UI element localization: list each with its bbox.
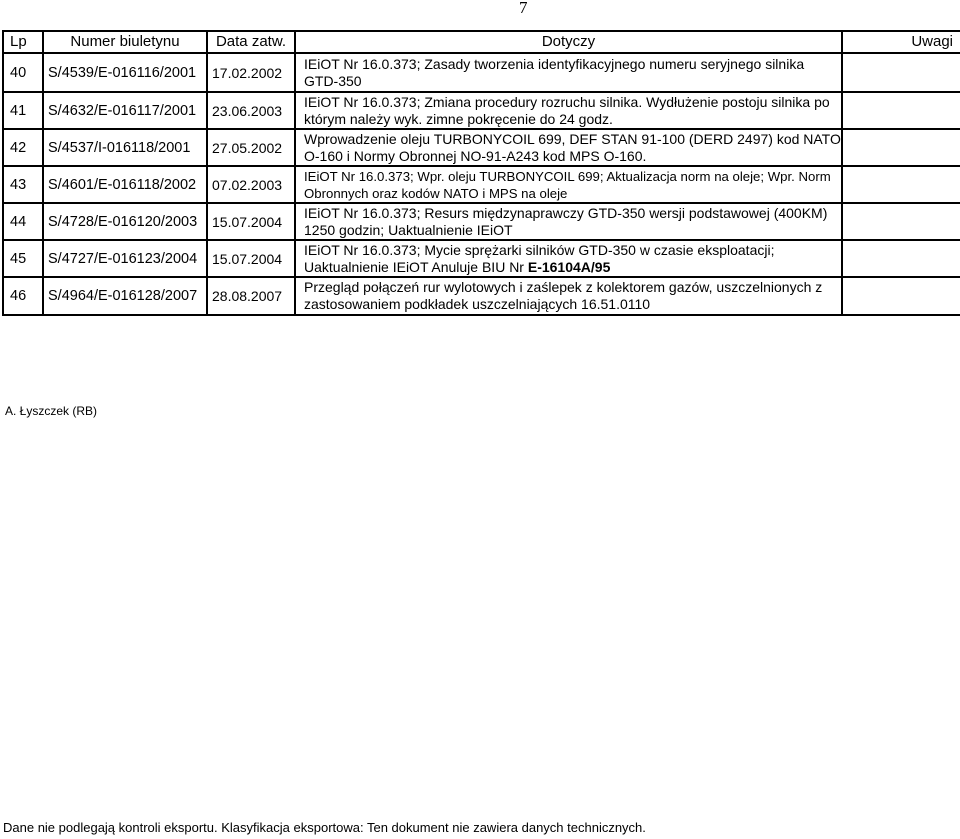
cell-date: 28.08.2007	[207, 277, 295, 315]
concerns-text: IEiOT Nr 16.0.373; Mycie sprężarki silników GTD-350 w czasie eksploatacji; Uaktualnienie IEiOT Anuluje BIU Nr	[304, 241, 775, 275]
cell-notes	[842, 166, 960, 203]
table-row	[3, 203, 960, 240]
cell-date: 15.07.2004	[207, 240, 295, 277]
cell-lp: 41	[3, 92, 43, 129]
cell-date: 17.02.2002	[207, 53, 295, 92]
header-number: Numer biuletynu	[43, 31, 207, 53]
table-row	[3, 166, 960, 203]
header-concerns: Dotyczy	[295, 31, 842, 53]
cell-number: S/4539/E-016116/2001	[43, 53, 207, 92]
cell-number: S/4601/E-016118/2002	[43, 166, 207, 203]
cell-concerns: IEiOT Nr 16.0.373; Zmiana procedury rozruchu silnika. Wydłużenie postoju silnika po którym należy wyk. zimne pokręcenie do 24 godz.	[295, 92, 842, 129]
header-date: Data zatw.	[207, 31, 295, 53]
table-row	[3, 92, 960, 129]
cell-notes	[842, 203, 960, 240]
cell-notes	[842, 129, 960, 166]
cell-concerns: IEiOT Nr 16.0.373; Zasady tworzenia identyfikacyjnego numeru seryjnego silnika GTD-350	[295, 53, 842, 92]
cell-concerns: IEiOT Nr 16.0.373; Wpr. oleju TURBONYCOIL 699; Aktualizacja norm na oleje; Wpr. Norm Obronnych oraz kodów NATO i MPS na oleje	[295, 166, 842, 203]
cell-concerns: Wprowadzenie oleju TURBONYCOIL 699, DEF STAN 91-100 (DERD 2497) kod NATO O-160 i Normy Obronnej NO-91-A243 kod MPS O-160.	[295, 129, 842, 166]
cell-number: S/4964/E-016128/2007	[43, 277, 207, 315]
cell-notes	[842, 277, 960, 315]
cell-lp: 40	[3, 53, 43, 92]
header-notes: Uwagi	[842, 31, 960, 53]
cell-number: S/4537/I-016118/2001	[43, 129, 207, 166]
cell-lp: 46	[3, 277, 43, 315]
bulletin-table	[2, 30, 960, 316]
cell-lp: 43	[3, 166, 43, 203]
table-row	[3, 53, 960, 92]
table-row	[3, 129, 960, 166]
cell-number: S/4727/E-016123/2004	[43, 240, 207, 277]
cell-concerns: IEiOT Nr 16.0.373; Resurs międzynaprawczy GTD-350 wersji podstawowej (400KM) 1250 godzin; Uaktualnienie IEiOT	[295, 203, 842, 240]
header-lp: Lp	[3, 31, 43, 53]
cell-date: 27.05.2002	[207, 129, 295, 166]
cell-date: 23.06.2003	[207, 92, 295, 129]
cell-number: S/4728/E-016120/2003	[43, 203, 207, 240]
cell-lp: 42	[3, 129, 43, 166]
table-header-row	[3, 31, 960, 53]
page-number: 7	[519, 0, 528, 17]
cell-lp: 45	[3, 240, 43, 277]
bulletin-ref: E-16104A/95	[527, 258, 611, 275]
author-signature: A. Łyszczek (RB)	[5, 404, 98, 418]
table-row	[3, 277, 960, 315]
cell-date: 15.07.2004	[207, 203, 295, 240]
cell-notes	[842, 92, 960, 129]
cell-number: S/4632/E-016117/2001	[43, 92, 207, 129]
cell-concerns	[295, 240, 842, 277]
cell-notes	[842, 240, 960, 277]
cell-date: 07.02.2003	[207, 166, 295, 203]
export-control-footer: Dane nie podlegają kontroli eksportu. Klasyfikacja eksportowa: Ten dokument nie zawiera danych technicznych.	[3, 820, 646, 835]
cell-concerns: Przegląd połączeń rur wylotowych i zaślepek z kolektorem gazów, uszczelnionych z zastosowaniem podkładek uszczelniających 16.51.0110	[295, 277, 842, 315]
table-row	[3, 240, 960, 277]
cell-notes	[842, 53, 960, 92]
cell-lp: 44	[3, 203, 43, 240]
